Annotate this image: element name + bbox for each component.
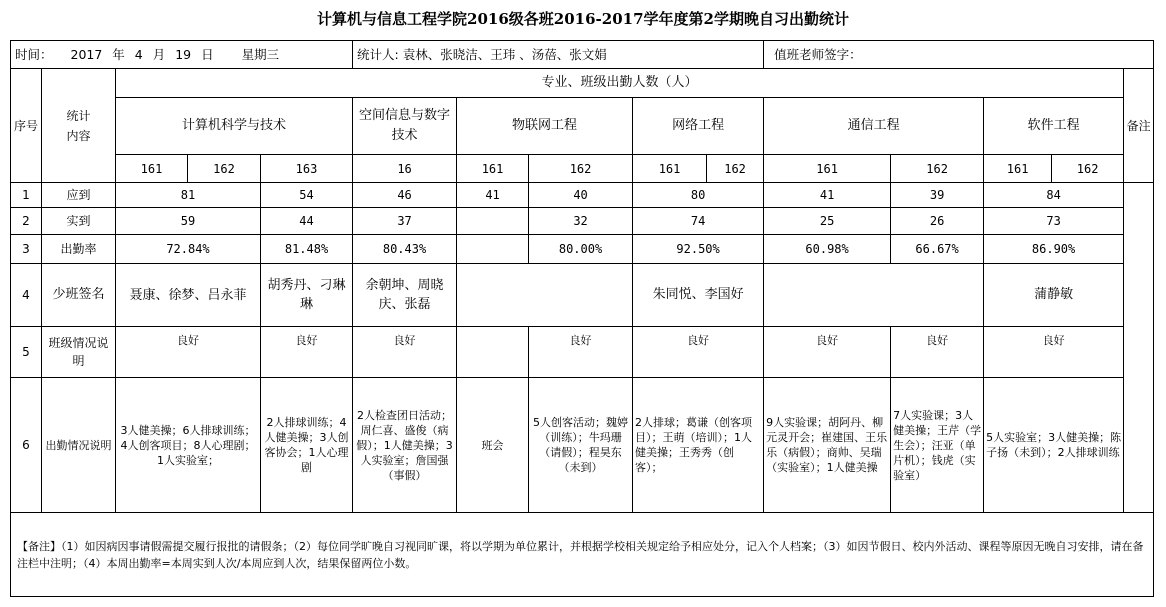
actual-comm-162: 26 xyxy=(891,208,984,235)
row-actual xyxy=(11,208,1154,235)
rate-network: 92.50% xyxy=(633,235,764,264)
page-title: 计算机与信息工程学院2016级各班2016-2017学年度第2学期晚自习出勤统计 xyxy=(317,10,849,28)
info-row xyxy=(11,41,1154,69)
class-cell: 16 xyxy=(353,155,457,183)
attendance-comm-162: 7人实验课；3人健美操；王芹（学生会）；汪亚（单片机）；钱虎（实验室） xyxy=(891,378,984,513)
signature-cs-163: 胡秀丹、刁琳琳 xyxy=(261,264,353,327)
header-row-group xyxy=(11,69,1154,98)
class-cell: 161 xyxy=(457,155,529,183)
remarks-cell xyxy=(1124,183,1154,513)
actual-software: 73 xyxy=(984,208,1124,235)
rate-cs-163: 81.48% xyxy=(261,235,353,264)
class-cell: 162 xyxy=(891,155,984,183)
situation-iot-161 xyxy=(457,327,529,378)
attendance-spatial: 2人检查团日活动；周仁喜、盛俊（病假）；1人健美操；3人实验室；詹国强（事假） xyxy=(353,378,457,513)
header-group-title: 专业、班级出勤人数（人） xyxy=(116,69,1124,98)
expected-comm-161: 41 xyxy=(764,183,891,208)
signature-comm xyxy=(764,264,984,327)
row-seq: 1 xyxy=(11,183,42,208)
date-cell xyxy=(11,41,353,69)
class-cell: 163 xyxy=(261,155,353,183)
attendance-comm-161: 9人实验课；胡阿丹、柳元灵开会；崔建国、王乐乐（病假）；商帅、吴瑞（实验室）；1人健美操 xyxy=(764,378,891,513)
actual-comm-161: 25 xyxy=(764,208,891,235)
situation-software: 良好 xyxy=(984,327,1124,378)
time-label: 时间： xyxy=(15,46,53,62)
row-label: 实到 xyxy=(42,208,116,235)
signature-spatial: 余朝坤、周晓庆、张磊 xyxy=(353,264,457,327)
month-unit: 月 xyxy=(152,46,166,62)
attendance-cs-163: 2人排球训练；4人健美操；3人创客协会；1人心理剧 xyxy=(261,378,353,513)
row-situation xyxy=(11,327,1154,378)
situation-comm-161: 良好 xyxy=(764,327,891,378)
class-cell: 161 xyxy=(633,155,707,183)
header-remarks: 备注 xyxy=(1124,69,1154,183)
row-seq: 3 xyxy=(11,235,42,264)
row-seq: 6 xyxy=(11,378,42,513)
expected-iot-162: 40 xyxy=(529,183,633,208)
major-iot: 物联网工程 xyxy=(457,98,633,155)
stat-people: 袁林、张晓洁、王玮 、汤蓓、张文娟 xyxy=(402,46,607,62)
major-spatial: 空间信息与数字技术 xyxy=(353,98,457,155)
rate-software: 86.90% xyxy=(984,235,1124,264)
class-cell: 162 xyxy=(529,155,633,183)
header-stat-content: 统计 内容 xyxy=(42,69,116,183)
year-unit: 年 xyxy=(112,46,125,62)
signature-iot xyxy=(457,264,633,327)
rate-cs-161-162: 72.84% xyxy=(116,235,261,264)
rate-comm-162: 66.67% xyxy=(891,235,984,264)
row-seq: 5 xyxy=(11,327,42,378)
class-cell: 161 xyxy=(116,155,188,183)
row-attendance xyxy=(11,378,1154,513)
actual-iot-161 xyxy=(457,208,529,235)
stat-people-cell xyxy=(353,41,764,69)
class-cell: 162 xyxy=(707,155,764,183)
signature-network: 朱同悦、李国好 xyxy=(633,264,764,327)
rate-iot-162: 80.00% xyxy=(529,235,633,264)
major-cs: 计算机科学与技术 xyxy=(116,98,353,155)
rate-spatial-16: 80.43% xyxy=(353,235,457,264)
actual-spatial-16: 37 xyxy=(353,208,457,235)
expected-software: 84 xyxy=(984,183,1124,208)
row-label: 少班签名 xyxy=(42,264,116,327)
row-signature xyxy=(11,264,1154,327)
expected-spatial-16: 46 xyxy=(353,183,457,208)
actual-cs-163: 44 xyxy=(261,208,353,235)
attendance-software: 5人实验室；3人健美操；陈子扬（未到）；2人排球训练 xyxy=(984,378,1124,513)
actual-network: 74 xyxy=(633,208,764,235)
header-row-classes xyxy=(11,155,1154,183)
class-cell: 162 xyxy=(188,155,261,183)
class-cell: 161 xyxy=(764,155,891,183)
date-day: 19 xyxy=(175,46,192,62)
expected-network: 80 xyxy=(633,183,764,208)
expected-cs-161-162: 81 xyxy=(116,183,261,208)
row-label: 班级情况说明 xyxy=(42,327,116,378)
row-label: 出勤情况说明 xyxy=(42,378,116,513)
row-label: 应到 xyxy=(42,183,116,208)
signature-cs-161-162: 聂康、徐梦、吕永菲 xyxy=(116,264,261,327)
row-seq: 4 xyxy=(11,264,42,327)
notes-row xyxy=(11,513,1154,597)
signature-software: 蒲静敏 xyxy=(984,264,1124,327)
situation-iot-162: 良好 xyxy=(529,327,633,378)
header-row-majors xyxy=(11,98,1154,155)
major-comm: 通信工程 xyxy=(764,98,984,155)
actual-cs-161-162: 59 xyxy=(116,208,261,235)
day-unit: 日 xyxy=(201,46,214,62)
header-seq: 序号 xyxy=(11,69,42,183)
attendance-cs-161-162: 3人健美操；6人排球训练；4人创客项目；8人心理剧；1人实验室； xyxy=(116,378,261,513)
attendance-iot-162: 5人创客活动；魏婷（训练）；牛玛珊（请假）；程昊东（未到） xyxy=(529,378,633,513)
row-label: 出勤率 xyxy=(42,235,116,264)
class-cell: 162 xyxy=(1052,155,1124,183)
expected-comm-162: 39 xyxy=(891,183,984,208)
situation-cs-163: 良好 xyxy=(261,327,353,378)
situation-spatial: 良好 xyxy=(353,327,457,378)
teacher-sign-label: 值班老师签字： xyxy=(774,46,862,62)
major-software: 软件工程 xyxy=(984,98,1124,155)
row-seq: 2 xyxy=(11,208,42,235)
expected-iot-161: 41 xyxy=(457,183,529,208)
date-month: 4 xyxy=(134,46,143,62)
major-network: 网络工程 xyxy=(633,98,764,155)
attendance-network: 2人排球；葛谦（创客项目）；王萌（培训）；1人健美操；王秀秀（创客）； xyxy=(633,378,764,513)
stat-label: 统计人: xyxy=(357,46,399,62)
situation-comm-162: 良好 xyxy=(891,327,984,378)
rate-comm-161: 60.98% xyxy=(764,235,891,264)
row-rate xyxy=(11,235,1154,264)
row-expected xyxy=(11,183,1154,208)
attendance-iot-161: 班会 xyxy=(457,378,529,513)
expected-cs-163: 54 xyxy=(261,183,353,208)
notes-text: 【备注】（1）如因病因事请假需提交履行报批的请假条；（2）每位同学旷晚自习视同旷课，将以学期为单位累计，并根据学校相关规定给予相应处分，记入个人档案；（3）如因节假日、校内外活动、课程等原因无晚自习安排，请在备注栏中注明；（4）本周出勤率=本周实到人次/本周应到人次，结果保留两位小数。 xyxy=(11,513,1154,597)
class-cell: 161 xyxy=(984,155,1052,183)
attendance-table xyxy=(10,40,1154,597)
rate-iot-161 xyxy=(457,235,529,264)
weekday: 星期三 xyxy=(241,46,280,62)
teacher-sign-cell xyxy=(764,41,1154,69)
situation-network: 良好 xyxy=(633,327,764,378)
actual-iot-162: 32 xyxy=(529,208,633,235)
date-year: 2017 xyxy=(70,46,103,62)
situation-cs-161-162: 良好 xyxy=(116,327,261,378)
